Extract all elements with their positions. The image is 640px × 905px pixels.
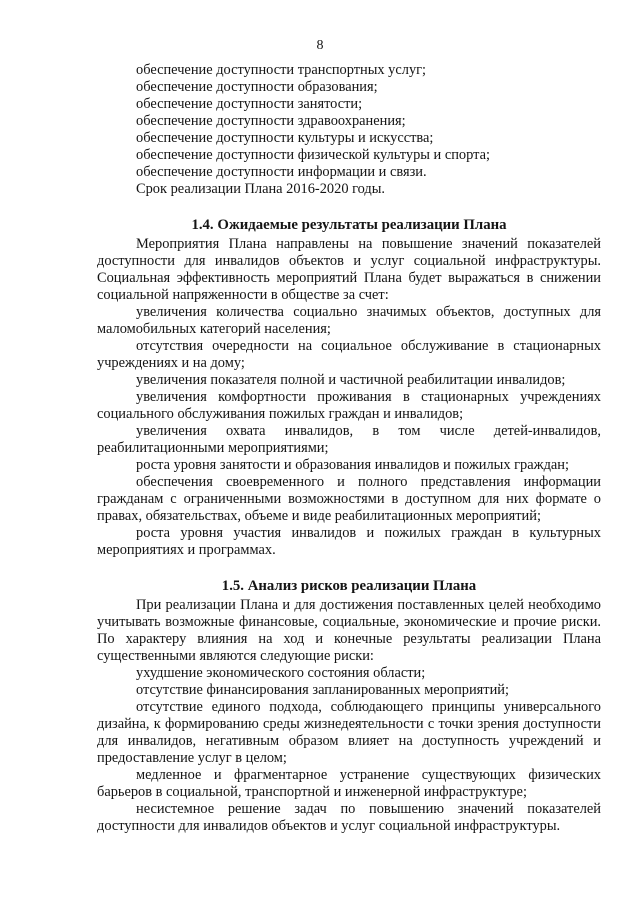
section-paragraph: Мероприятия Плана направлены на повышение значений показателей доступности для инвалидов объектов и услуг социальной инфраструктуры. Социальная эффективность мероприятий Плана будет выражаться в снижении социальной напряженности в обществе за счет: [97,236,601,303]
section-paragraph: увеличения комфортности проживания в стационарных учреждениях социального обслуживания пожилых граждан и инвалидов; [97,389,601,422]
section-heading: 1.5. Анализ рисков реализации Плана [221,578,477,594]
section-paragraph: ухудшение экономического состояния области; [136,665,426,681]
intro-line: обеспечение доступности здравоохранения; [136,113,406,129]
section-paragraph: роста уровня занятости и образования инвалидов и пожилых граждан; [136,457,569,473]
intro-line: обеспечение доступности транспортных услуг; [136,62,427,78]
section-paragraph: При реализации Плана и для достижения поставленных целей необходимо учитывать возможные финансовые, социальные, экономические и прочие риски. По характеру влияния на ход и конечные результаты реализации Плана существенными являются следующие риски: [97,597,601,664]
section-1-5 [97,578,601,835]
section-paragraph: обеспечения своевременного и полного представления информации гражданам с ограниченными возможностями в доступном для них формате о правах, обязательствах, объеме и виде реабилитационных мероприятий; [97,474,601,524]
intro-line: обеспечение доступности занятости; [136,96,363,112]
section-paragraph: отсутствие единого подхода, соблюдающего принципы универсального дизайна, к формированию среды жизнедеятельности с точки зрения доступности для инвалидов, негативным образом влияет на доступность учреждений и предоставление услуг в целом; [97,699,601,766]
section-paragraph: отсутствия очередности на социальное обслуживание в стационарных учреждениях и на дому; [97,338,601,371]
section-paragraph: увеличения охвата инвалидов, в том числе детей-инвалидов, реабилитационными мероприятиями; [97,423,601,456]
document-body [97,62,601,835]
section-paragraph: отсутствие финансирования запланированных мероприятий; [136,682,509,698]
section-1-4 [97,217,601,559]
section-paragraph: медленное и фрагментарное устранение существующих физических барьеров в социальной, транспортной и инженерной инфраструктуре; [97,767,601,800]
section-heading: 1.4. Ожидаемые результаты реализации Плана [191,217,507,233]
intro-line: обеспечение доступности информации и связи. [136,164,427,180]
intro-line: Срок реализации Плана 2016-2020 годы. [136,181,386,197]
section-paragraph: роста уровня участия инвалидов и пожилых граждан в культурных мероприятиях и программах. [97,525,601,558]
section-paragraph: несистемное решение задач по повышению значений показателей доступности для инвалидов объектов и услуг социальной инфраструктуры. [97,801,601,834]
intro-list [97,62,601,198]
page-number: 8 [316,38,324,53]
intro-line: обеспечение доступности физической культуры и спорта; [136,147,490,163]
intro-line: обеспечение доступности образования; [136,79,378,95]
intro-line: обеспечение доступности культуры и искусства; [136,130,434,146]
section-paragraph: увеличения показателя полной и частичной реабилитации инвалидов; [136,372,566,388]
section-paragraph: увеличения количества социально значимых объектов, доступных для маломобильных категорий населения; [97,304,601,337]
